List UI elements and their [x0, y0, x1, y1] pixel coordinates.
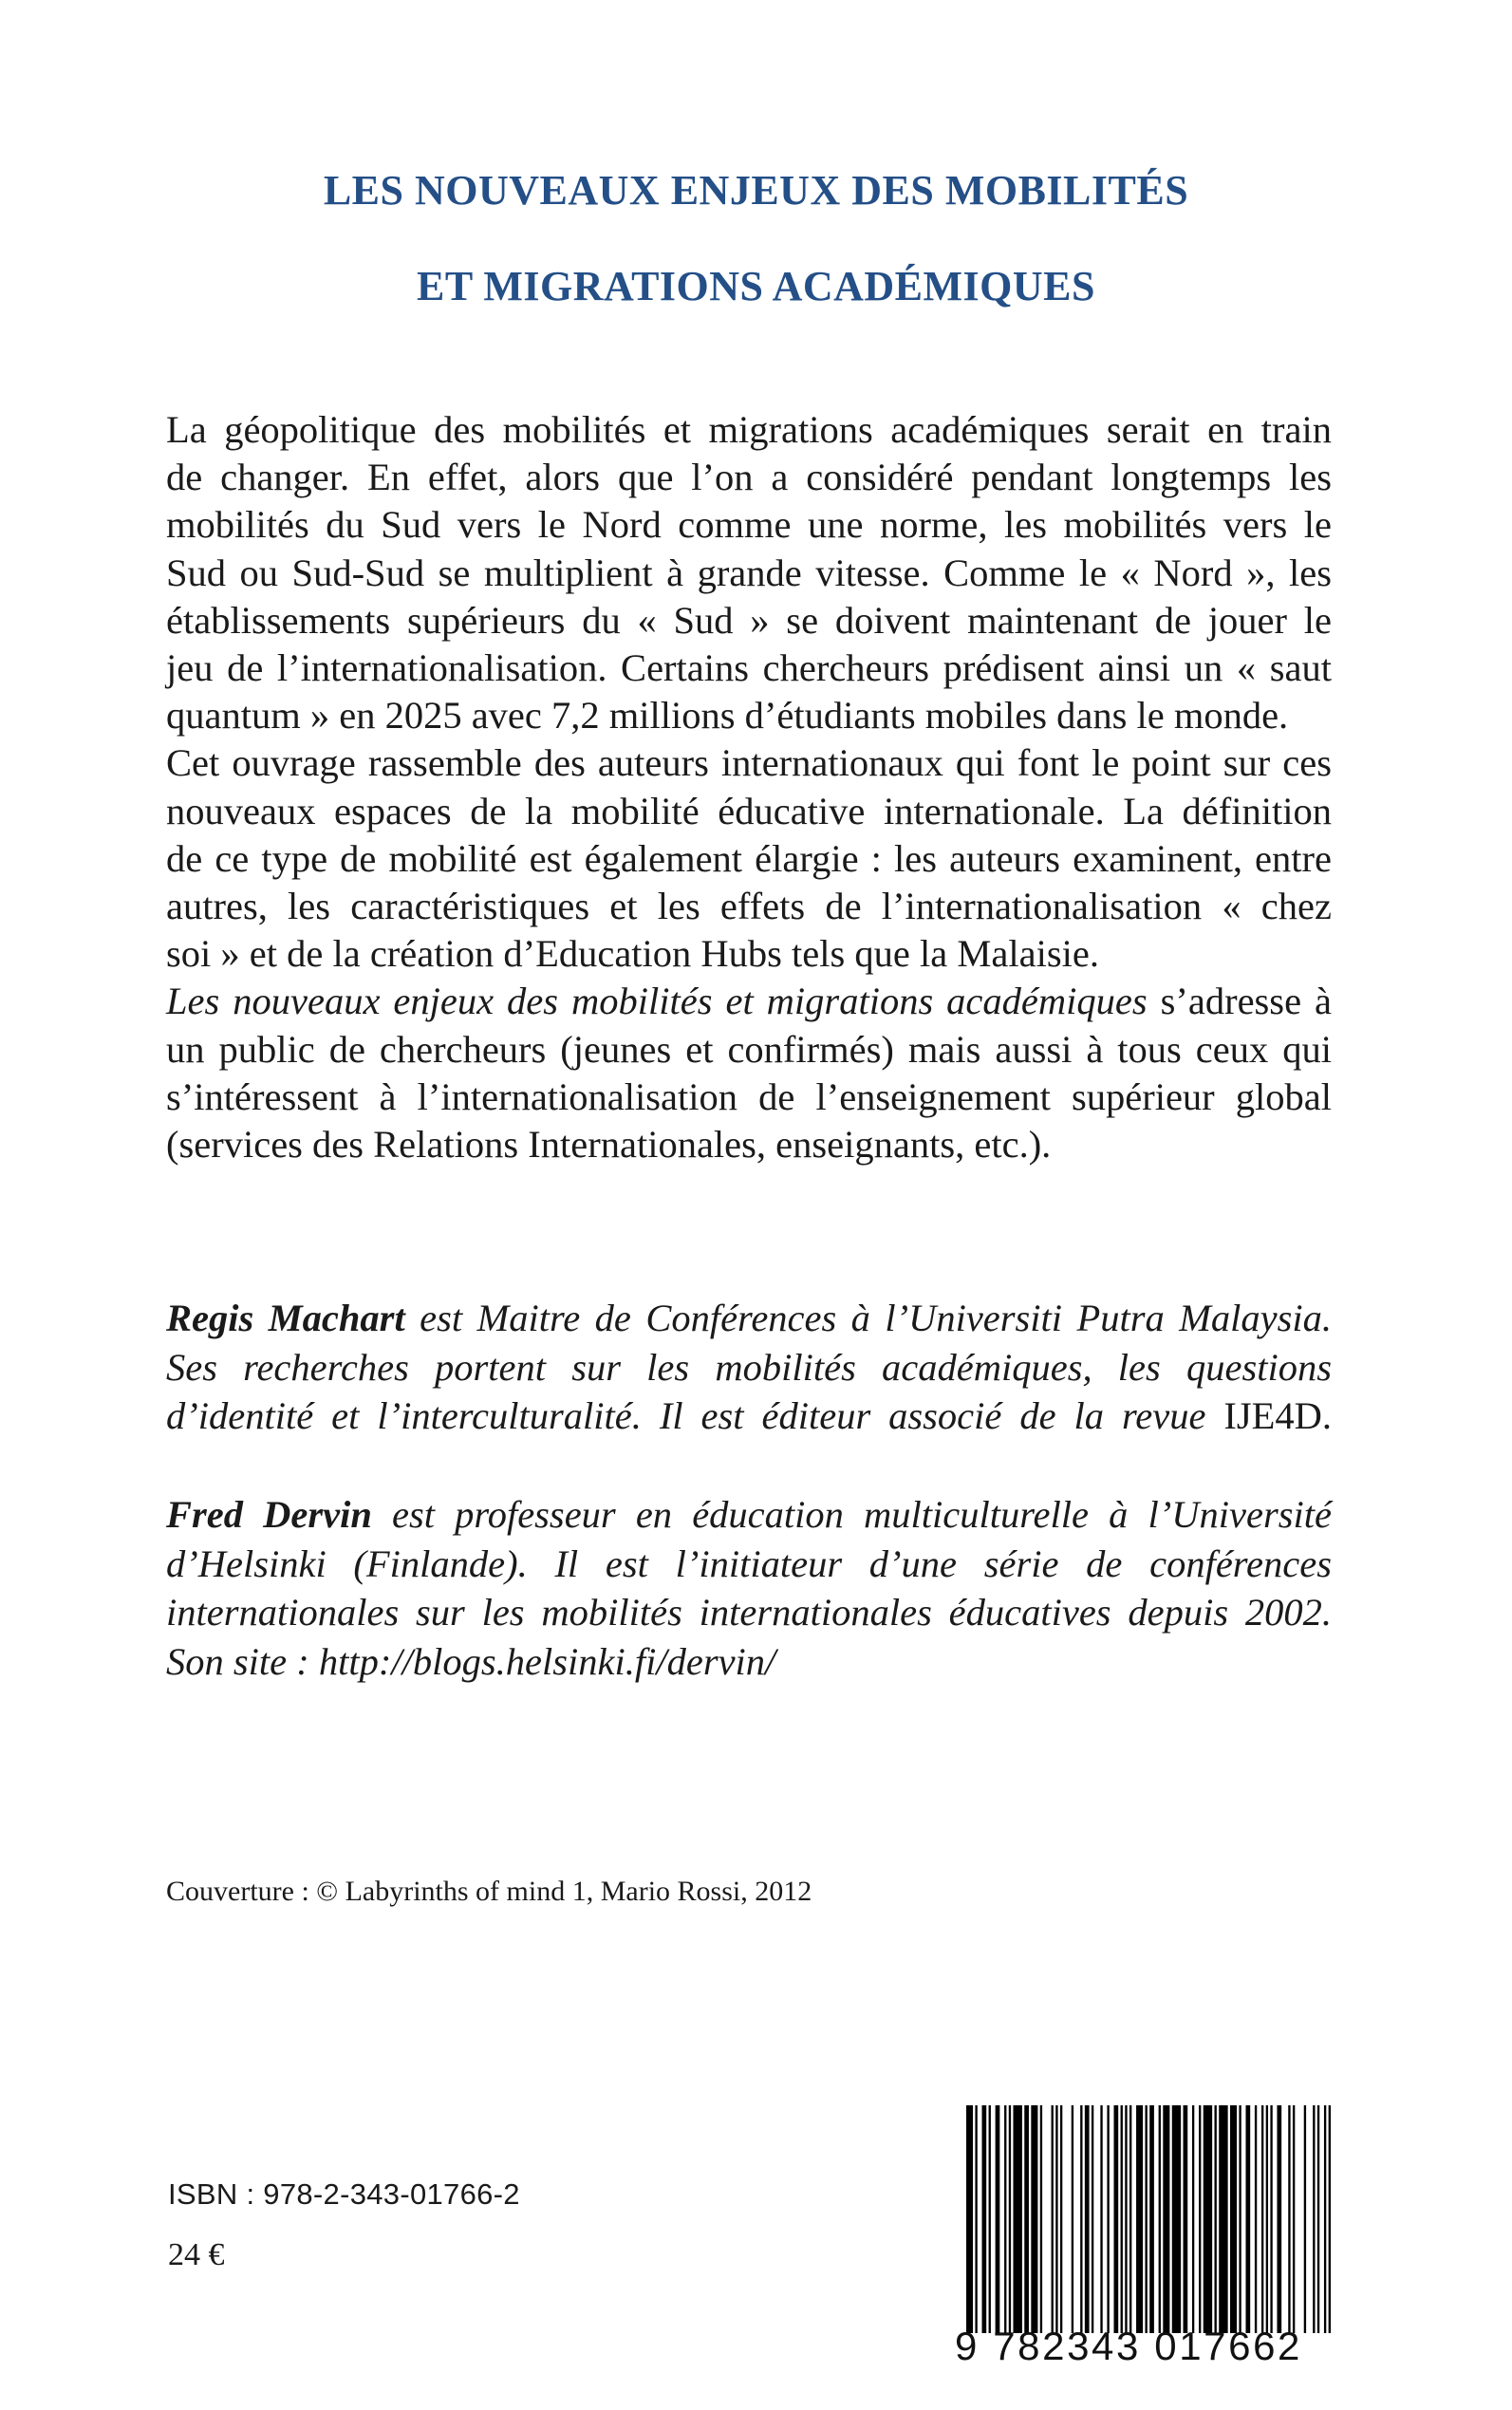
summary-line: mobilités du Sud vers le Nord comme une norme, les mobilités vers le — [166, 503, 1332, 547]
author-bio-machart — [166, 1294, 1332, 1441]
summary-line: s’intéressent à l’internationalisation de l’enseignement supérieur global — [166, 1074, 1332, 1118]
title-line-2: ET MIGRATIONS ACADÉMIQUES — [417, 263, 1095, 309]
summary-paragraph — [166, 406, 1332, 1168]
summary-line: jeu de l’internationalisation. Certains chercheurs prédisent ainsi un « saut — [166, 646, 1332, 690]
price: 24 € — [168, 2237, 225, 2272]
summary-line: La géopolitique des mobilités et migrations académiques serait en train — [166, 408, 1332, 451]
journal-name: IJE4D. — [1223, 1394, 1332, 1437]
bio-text: est professeur en éducation multiculturelle à l’Université — [392, 1493, 1332, 1536]
bio-text: d’identité et l’interculturalité. Il est éditeur associé de la revue — [166, 1394, 1206, 1437]
bio-line: d’Helsinki (Finlande). Il est l’initiateur d’une série de conférences — [166, 1541, 1332, 1585]
author-name: Fred Dervin — [166, 1493, 372, 1536]
summary-line: établissements supérieurs du « Sud » se doivent maintenant de jouer le — [166, 598, 1332, 642]
bio-line: internationales sur les mobilités internationales éducatives depuis 2002. — [166, 1591, 1332, 1634]
summary-line: un public de chercheurs (jeunes et confirmés) mais aussi à tous ceux qui — [166, 1027, 1332, 1071]
book-title-italic: Les nouveaux enjeux des mobilités et migrations académiques — [166, 980, 1148, 1023]
barcode-digits: 9 782343 017662 — [955, 2324, 1302, 2368]
summary-line: nouveaux espaces de la mobilité éducative internationale. La définition — [166, 789, 1332, 832]
cover-credit: Couverture : © Labyrinths of mind 1, Mario Rossi, 2012 — [166, 1876, 812, 1907]
author-bio-dervin — [166, 1490, 1332, 1686]
isbn: ISBN : 978-2-343-01766-2 — [168, 2177, 520, 2211]
summary-line: (services des Relations Internationales, enseignants, etc.). — [166, 1123, 1052, 1167]
barcode-icon — [966, 2105, 1331, 2333]
summary-line: Cet ouvrage rassemble des auteurs internationaux qui font le point sur ces — [166, 741, 1332, 785]
bio-line — [166, 1490, 1332, 1540]
summary-line: Sud ou Sud-Sud se multiplient à grande vitesse. Comme le « Nord », les — [166, 551, 1332, 594]
summary-line — [166, 978, 1332, 1025]
summary-line: soi » et de la création d’Education Hubs tels que la Malaisie. — [166, 932, 1099, 976]
summary-line: de ce type de mobilité est également élargie : les auteurs examinent, entre — [166, 836, 1332, 880]
bio-text: est Maitre de Conférences à l’Universiti Putra Malaysia. — [420, 1297, 1333, 1339]
bio-line — [166, 1392, 1332, 1441]
author-name: Regis Machart — [166, 1297, 405, 1339]
title-line-1: LES NOUVEAUX ENJEUX DES MOBILITÉS — [323, 167, 1189, 214]
summary-line: autres, les caractéristiques et les effets de l’internationalisation « chez — [166, 885, 1332, 928]
summary-line: quantum » en 2025 avec 7,2 millions d’étudiants mobiles dans le monde. — [166, 694, 1289, 738]
summary-line-tail: s’adresse à — [1160, 980, 1332, 1023]
bio-line — [166, 1294, 1332, 1343]
summary-line: de changer. En effet, alors que l’on a considéré pendant longtemps les — [166, 456, 1332, 499]
bio-line: Son site : http://blogs.helsinki.fi/dervin/ — [166, 1639, 776, 1683]
bio-line: Ses recherches portent sur les mobilités académiques, les questions — [166, 1345, 1332, 1389]
